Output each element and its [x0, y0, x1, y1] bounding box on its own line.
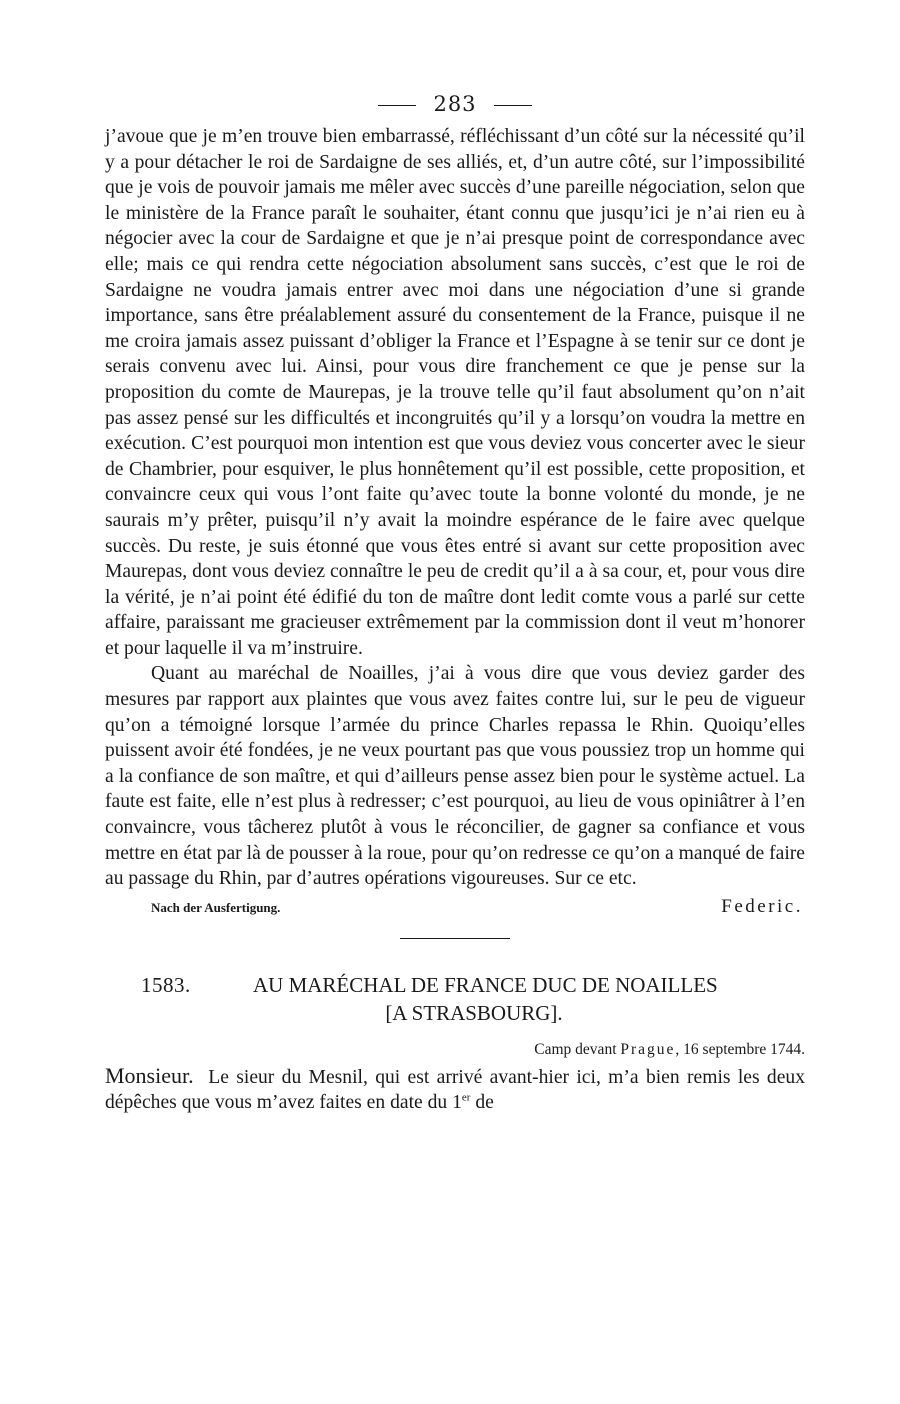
letter-number: 1583. — [141, 972, 191, 997]
dateline-prefix: Camp devant — [534, 1040, 617, 1058]
opening-superscript: er — [461, 1091, 471, 1104]
book-page — [105, 92, 805, 1116]
letter-heading — [141, 971, 805, 1027]
dateline-place: Prague — [620, 1040, 676, 1058]
opening-text: Le sieur du Mesnil, qui est arrivé avant-hier ici, m’a bien remis les deux dépêches que vous m’avez faites en date du 1 — [105, 1066, 806, 1114]
letter-paragraph-2: Quant au maréchal de Noailles, j’ai à vous dire que vous deviez garder des mesures par rapport aux plaintes que vous avez faites contre lui, sur le peu de vigueur qu’on a témoigné lorsque l’armée du prince Charles repassa le Rhin. Quoiqu’elles puissent avoir été fondées, je ne veux pourtant pas que vous poussiez trop un homme qui a la confiance de son maître, et qui d’ailleurs pense assez bien pour le système actuel. La faute est faite, elle n’est plus à redresser; c’est pourquoi, au lieu de vous opiniâtrer à l’en convaincre, vous tâcherez plutôt à vous le réconcilier, de gagner sa confiance et vous mettre en état par là de pousser à la roue, pour qu’on redresse ce qu’on a manqué de faire au passage du Rhin, par d’autres opérations vigoureuses. Sur ce etc. — [105, 663, 805, 890]
page-number: 283 — [433, 92, 477, 116]
opening-end: de — [470, 1092, 494, 1114]
signature: Federic. — [721, 895, 803, 917]
source-note: Nach der Ausfertigung. — [151, 899, 281, 915]
dateline-suffix: , 16 septembre 1744. — [675, 1040, 805, 1058]
dateline — [105, 1041, 805, 1059]
letter-opening — [105, 1063, 805, 1116]
salutation: Monsieur. — [105, 1062, 194, 1088]
heading-line-1: AU MARÉCHAL DE FRANCE DUC DE NOAILLES — [253, 972, 718, 997]
section-divider — [400, 938, 510, 939]
signoff-row — [105, 896, 805, 918]
header-dash-right — [494, 105, 532, 106]
letter-paragraph-1: j’avoue que je m’en trouve bien embarrassé, réfléchissant d’un côté sur la nécessité qu’il y a pour détacher le roi de Sardaigne de ses alliés, et, d’un autre côté, sur l’impossibilité que je vois de pouvoir jamais me mêler avec succès d’une pareille négociation, selon que le ministère de la France paraît le souhaiter, étant connu que jusqu’ici je n’ai rien eu à négocier avec la cour de Sardaigne et que je n’ai presque point de correspondance avec elle; mais ce qui rendra cette négociation absolument sans succès, c’est que le roi de Sardaigne ne voudra jamais entrer avec moi dans une négociation d’une si grande importance, sans être préalablement assuré du consentement de la France, puisque il ne me croira jamais assez puissant d’obliger la France et l’Espagne à se tenir sur ce dont je serais convenu avec lui. Ainsi, pour vous dire franchement ce que je pense sur la proposition du comte de Maurepas, je la trouve telle qu’il faut absolument qu’on n’ait pas assez pensé sur les difficultés et incongruités qu’il y a lorsqu’on voudra la mettre en exécution. C’est pourquoi mon intention est que vous deviez vous concerter avec le sieur de Chambrier, pour esquiver, le plus honnêtement qu’il est possible, cette proposition, et convaincre ceux qui vous l’ont faite qu’avec toute la bonne volonté du monde, je ne saurais m’y prêter, puisqu’il n’y avait la moindre espérance de le faire avec quelque succès. Du reste, je suis étonné que vous êtes entré si avant sur cette proposition avec Maurepas, dont vous deviez connaître le peu de credit qu’il a à sa cour, et, pour vous dire la vérité, je n’ai point été édifié du ton de maître dont ledit comte vous a parlé sur cette affaire, paraissant me gracieuser extrêmement par la commission dont il veut m’honorer et pour laquelle il va m’instruire. — [105, 126, 805, 659]
page-header — [105, 92, 805, 116]
heading-line-2: [A STRASBOURG]. — [385, 1000, 563, 1025]
header-dash-left — [378, 105, 416, 106]
